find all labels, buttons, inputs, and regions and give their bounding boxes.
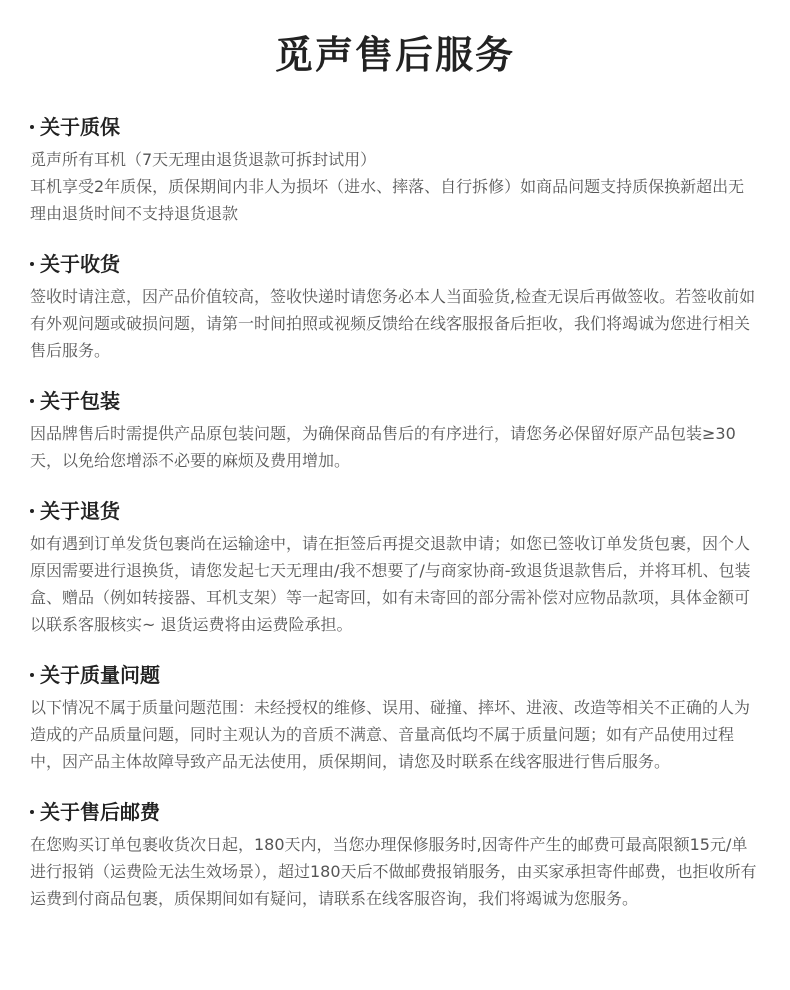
section-paragraph: 如有遇到订单发货包裹尚在运输途中，请在拒签后再提交退款申请；如您已签收订单发货包裹，因个人原因需要进行退换货，请您发起七天无理由/我不想要了/与商家协商-致退货退款售后，并将耳机、包装盒、赠品（例如转接器、耳机支架）等一起寄回，如有未寄回的部分需补偿对应物品款项，具体金额可以联系客服核实~ 退货运费将由运费险承担。 <box>30 534 751 634</box>
bullet-dot-icon <box>30 399 34 403</box>
section-shipping-fee <box>30 797 760 912</box>
bullet-dot-icon <box>30 810 34 814</box>
section-title <box>30 386 760 416</box>
bullet-dot-icon <box>30 673 34 677</box>
section-paragraph: 耳机享受2年质保，质保期间内非人为损坏（进水、摔落、自行拆修）如商品问题支持质保换新超出无理由退货时间不支持退货退款 <box>30 177 745 223</box>
section-packaging <box>30 386 760 474</box>
bullet-dot-icon <box>30 262 34 266</box>
section-paragraph: 在您购买订单包裹收货次日起，180天内，当您办理保修服务时,因寄件产生的邮费可最高限额15元/单进行报销（运费险无法生效场景），超过180天后不做邮费报销服务，由买家承担寄件邮费，也拒收所有运费到付商品包裹，质保期间如有疑问，请联系在线客服咨询，我们将竭诚为您服务。 <box>30 835 757 908</box>
bullet-dot-icon <box>30 125 34 129</box>
section-title <box>30 660 760 690</box>
section-title <box>30 797 760 827</box>
section-title-text: 关于售后邮费 <box>40 800 160 824</box>
section-title-text: 关于退货 <box>40 499 120 523</box>
section-paragraph: 以下情况不属于质量问题范围：未经授权的维修、误用、碰撞、摔坏、进液、改造等相关不正确的人为造成的产品质量问题，同时主观认为的音质不满意、音量高低均不属于质量问题；如有产品使用过程中，因产品主体故障导致产品无法使用，质保期间，请您及时联系在线客服进行售后服务。 <box>30 698 751 771</box>
section-title <box>30 249 760 279</box>
section-warranty <box>30 112 760 227</box>
section-quality-issues <box>30 660 760 775</box>
section-body <box>30 694 760 775</box>
section-title <box>30 496 760 526</box>
section-returns <box>30 496 760 638</box>
section-paragraph: 因品牌售后时需提供产品原包装问题，为确保商品售后的有序进行，请您务必保留好原产品包装≥30天，以免给您增添不必要的麻烦及费用增加。 <box>30 424 736 470</box>
section-title <box>30 112 760 142</box>
section-body <box>30 420 760 474</box>
section-title-text: 关于质量问题 <box>40 663 160 687</box>
section-title-text: 关于质保 <box>40 115 120 139</box>
section-body <box>30 831 760 912</box>
section-body <box>30 530 760 638</box>
section-receiving <box>30 249 760 364</box>
bullet-dot-icon <box>30 509 34 513</box>
section-title-text: 关于包装 <box>40 389 120 413</box>
section-body <box>30 146 760 227</box>
section-title-text: 关于收货 <box>40 252 120 276</box>
section-paragraph: 签收时请注意，因产品价值较高，签收快递时请您务必本人当面验货,检查无误后再做签收。若签收前如有外观问题或破损问题，请第一时间拍照或视频反馈给在线客服报备后拒收，我们将竭诚为您进行相关售后服务。 <box>30 287 756 360</box>
page-title: 觅声售后服务 <box>274 33 515 77</box>
section-body <box>30 283 760 364</box>
section-paragraph: 觅声所有耳机（7天无理由退货退款可拆封试用） <box>30 150 377 169</box>
